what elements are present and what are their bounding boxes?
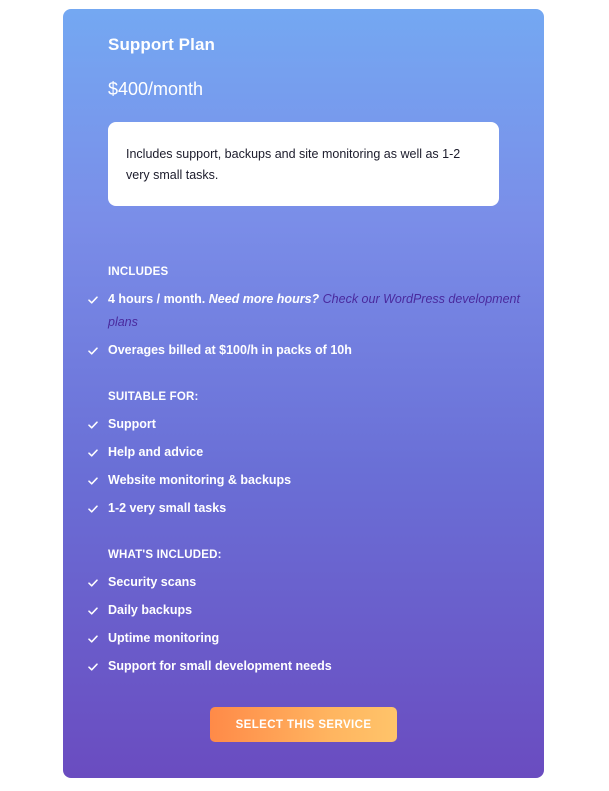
list-item — [88, 599, 528, 622]
suitable-item: Website monitoring & backups — [108, 473, 292, 487]
checkmark-icon — [88, 627, 108, 650]
included-item: Security scans — [108, 575, 197, 589]
included-item: Uptime monitoring — [108, 631, 220, 645]
suitable-section — [88, 391, 528, 525]
wordpress-plans-link[interactable]: Check our WordPress development plans — [108, 292, 520, 329]
includes-section — [88, 266, 528, 367]
suitable-item: Help and advice — [108, 445, 204, 459]
whats-included-heading: WHAT'S INCLUDED: — [108, 549, 222, 561]
includes-hours-text: 4 hours / month. — [108, 292, 206, 306]
plan-description-box — [108, 122, 499, 206]
plan-description: Includes support, backups and site monitoring as well as 1-2 very small tasks. — [126, 147, 461, 182]
list-item — [88, 571, 528, 594]
select-service-button[interactable]: SELECT THIS SERVICE — [210, 707, 397, 742]
list-item — [88, 655, 528, 678]
checkmark-icon — [88, 413, 108, 436]
includes-heading: INCLUDES — [108, 266, 169, 278]
pricing-card — [63, 9, 544, 778]
list-item — [88, 469, 528, 492]
list-item — [88, 441, 528, 464]
plan-price: $400/month — [108, 79, 204, 99]
list-item — [88, 627, 528, 650]
list-item — [88, 497, 528, 520]
checkmark-icon — [88, 469, 108, 492]
suitable-item: Support — [108, 417, 156, 431]
includes-overages-text: Overages billed at $100/h in packs of 10h — [108, 343, 352, 357]
checkmark-icon — [88, 441, 108, 464]
checkmark-icon — [88, 288, 108, 311]
list-item — [88, 288, 528, 334]
includes-need-more-text: Need more hours? — [208, 292, 320, 306]
suitable-item: 1-2 very small tasks — [108, 501, 227, 515]
included-item: Support for small development needs — [108, 659, 332, 673]
whats-included-section — [88, 549, 528, 683]
checkmark-icon — [88, 497, 108, 520]
checkmark-icon — [88, 339, 108, 362]
included-item: Daily backups — [108, 603, 193, 617]
checkmark-icon — [88, 599, 108, 622]
list-item — [88, 339, 528, 362]
checkmark-icon — [88, 655, 108, 678]
list-item — [88, 413, 528, 436]
suitable-heading: SUITABLE FOR: — [108, 391, 199, 403]
plan-title: Support Plan — [108, 35, 215, 54]
checkmark-icon — [88, 571, 108, 594]
